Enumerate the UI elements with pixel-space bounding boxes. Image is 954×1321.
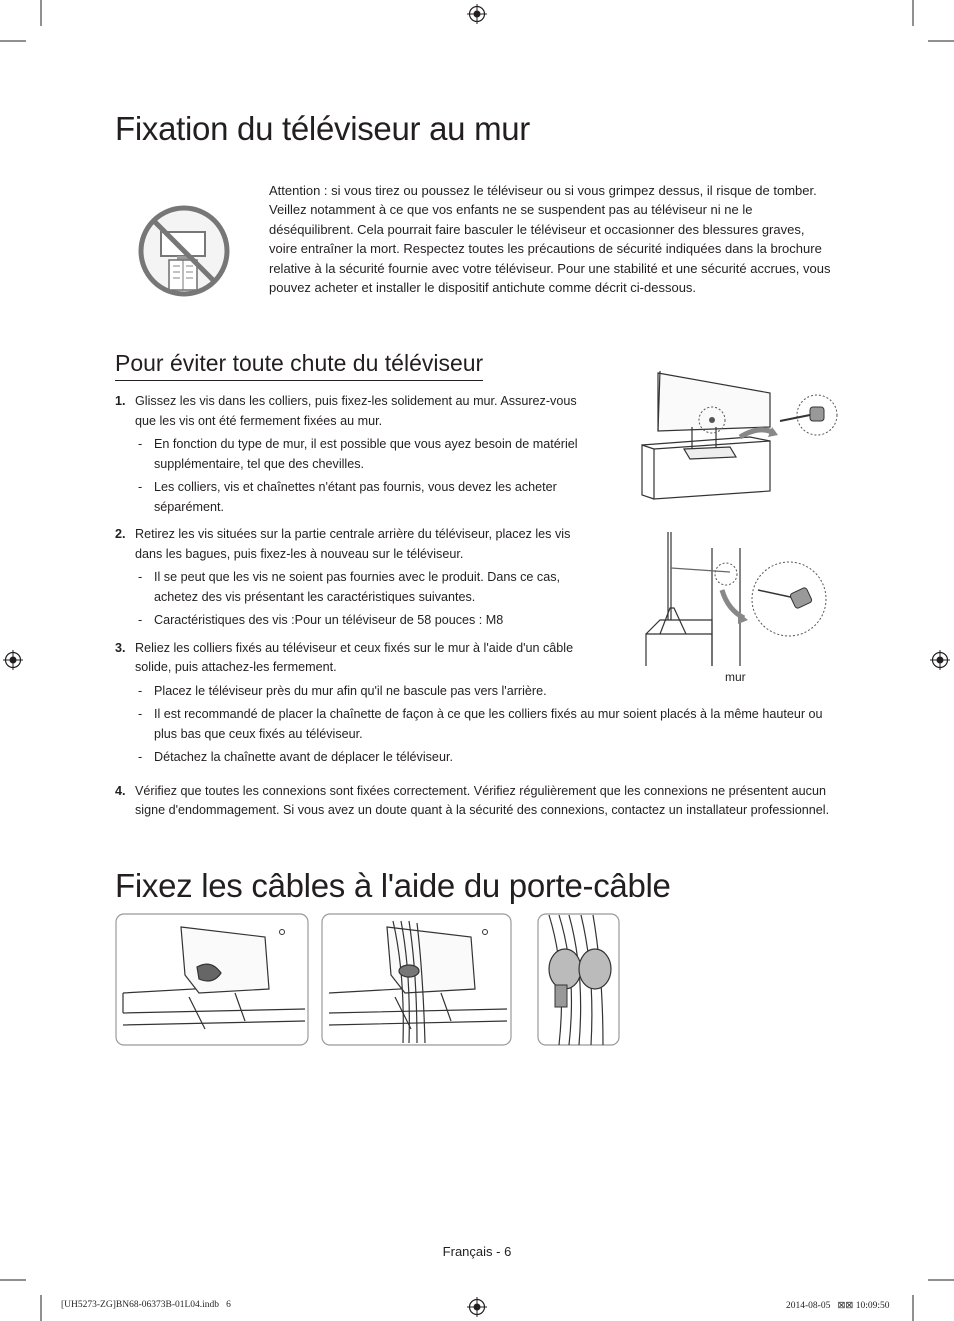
step-text: Retirez les vis situées sur la partie centrale arrière du téléviseur, placez les vis dans les bagues, puis fixez-les à nouveau sur le téléviseur. — [135, 527, 571, 561]
step-note-text: Caractéristiques des vis :Pour un téléviseur de 58 pouces : M8 — [154, 613, 504, 627]
section-title: Fixez les câbles à l'aide du porte-câble — [115, 867, 671, 904]
step-text: Vérifiez que toutes les connexions sont fixées correctement. Vérifiez régulièrement que les connexions ne présentent aucun signe d'endommagement. Si vous avez un doute quant à la sécurité des connexions, contactez un installateur professionnel. — [135, 783, 830, 817]
registration-mark-icon — [467, 1297, 487, 1317]
tv-bracket-illustration — [640, 365, 840, 515]
step-note: - Caractéristiques des vis :Pour un téléviseur de 58 pouces : M8 — [138, 613, 504, 627]
step-number: 2. — [115, 527, 126, 541]
step-note: - Placez le téléviseur près du mur afin qu'il ne bascule pas vers l'arrière. — [138, 683, 547, 698]
page-number: Français - 6 — [442, 1244, 512, 1259]
step-text: Glissez les vis dans les colliers, puis fixez-les solidement au mur. Assurez-vous que les vis ont été fermement fixées au mur. — [135, 394, 577, 428]
registration-mark-icon — [3, 650, 23, 670]
page-title: Fixation du téléviseur au mur — [115, 110, 530, 147]
registration-mark-icon — [467, 4, 487, 24]
step-text: Reliez les colliers fixés au téléviseur et ceux fixés sur le mur à l'aide d'un câble solide, puis attachez-les fermement. — [135, 640, 574, 674]
step-number: 1. — [115, 394, 126, 408]
subsection-title: Pour éviter toute chute du téléviseur — [115, 350, 483, 381]
step-note: - Les colliers, vis et chaînettes n'étant pas fournis, vous devez les acheter séparément. — [138, 480, 557, 514]
step-note-text: Il se peut que les vis ne soient pas fournies avec le produit. Dans ce cas, achetez des vis présentant les caractéristiques suivantes. — [154, 570, 561, 604]
attention-paragraph: Attention : si vous tirez ou poussez le téléviseur ou si vous grimpez dessus, il risque de tomber. Veillez notamment à ce que vos enfants ne se suspendent pas au téléviseur ni ne le déséquilibrent. Cela pourrait faire basculer le téléviseur et occasionner des blessures graves, voire entraîner la mort. Respectez toutes les précautions de sécurité indiquées dans la brochure relative à la sécurité fournie avec votre téléviseur. Pour une stabilité et une sécurité accrues, vous pouvez acheter et installer le dispositif antichute comme décrit ci-dessous. — [269, 183, 831, 296]
cable-holder-illustration-3 — [537, 913, 621, 1047]
step-number: 4. — [115, 783, 126, 798]
step-note-text: En fonction du type de mur, il est possible que vous ayez besoin de matériel supplémentaire, tel que des chevilles. — [154, 437, 578, 471]
step-1 — [115, 392, 585, 517]
step-2 — [115, 525, 585, 631]
cable-holder-illustration-2 — [321, 913, 513, 1047]
step-note-text: Placez le téléviseur près du mur afin qu'il ne bascule pas vers l'arrière. — [154, 683, 547, 698]
step-note: - Détachez la chaînette avant de déplacer le téléviseur. — [138, 750, 453, 764]
step-note: - Il est recommandé de placer la chaînette de façon à ce que les colliers fixés au mur soient placés à la même hauteur ou plus bas que ceux fixés au téléviseur. — [138, 707, 823, 741]
file-info: [UH5273-ZG]BN68-06373B-01L04.indb 6 — [61, 1300, 231, 1310]
step-note: - Il se peut que les vis ne soient pas fournies avec le produit. Dans ce cas, achetez des vis présentant les caractéristiques suivantes. — [138, 570, 561, 604]
print-timestamp: 2014-08-05 ⊠⊠ 10:09:50 — [786, 1301, 890, 1311]
wall-label: mur — [725, 670, 746, 684]
step-4 — [115, 782, 835, 821]
step-number: 3. — [115, 640, 126, 655]
no-climbing-icon — [137, 204, 231, 298]
registration-mark-icon — [930, 650, 950, 670]
step-note: - En fonction du type de mur, il est possible que vous ayez besoin de matériel supplémentaire, tel que des chevilles. — [138, 437, 578, 471]
cable-holder-illustration-1 — [115, 913, 310, 1047]
step-note-text: Il est recommandé de placer la chaînette de façon à ce que les colliers fixés au mur soient placés à la même hauteur ou plus bas que ceux fixés au téléviseur. — [154, 707, 823, 741]
step-note-text: Les colliers, vis et chaînettes n'étant pas fournis, vous devez les acheter séparément. — [154, 480, 557, 514]
wall-side-illustration — [640, 530, 830, 666]
step-note-text: Détachez la chaînette avant de déplacer le téléviseur. — [154, 750, 453, 764]
